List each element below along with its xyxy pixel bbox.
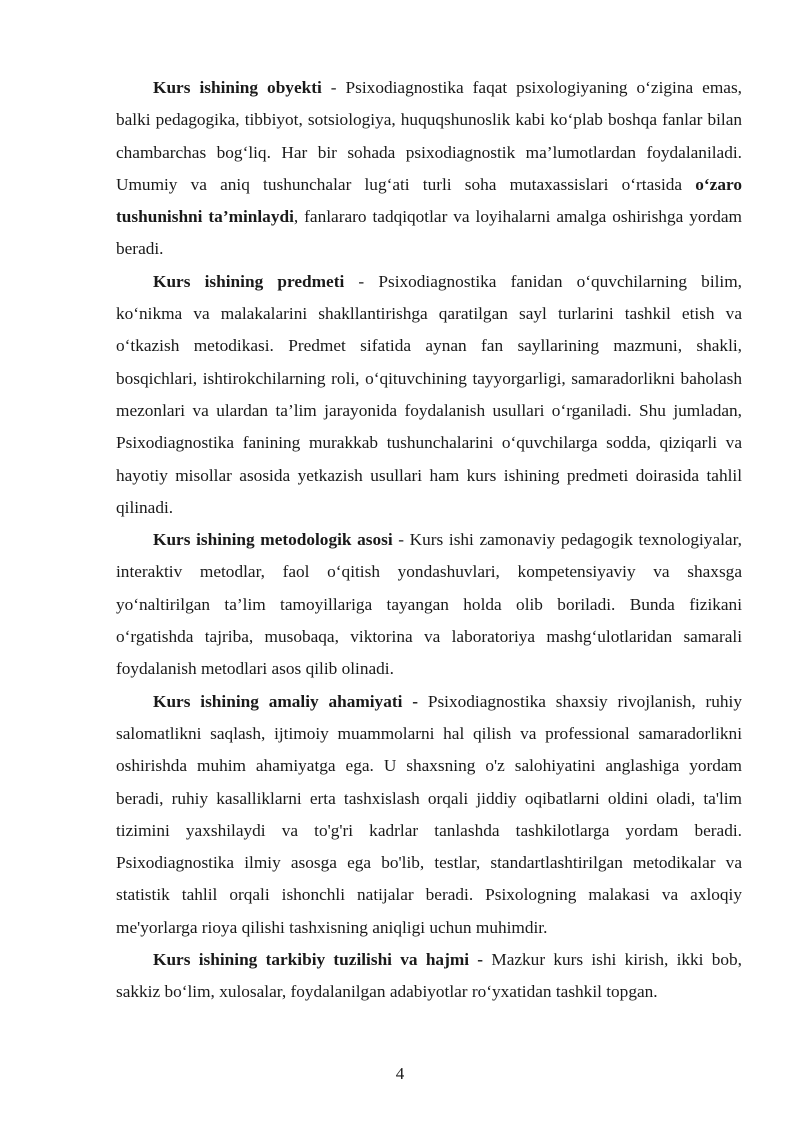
heading-separator — [418, 692, 428, 711]
paragraph-course-object — [116, 72, 742, 266]
heading-separator: - — [321, 78, 346, 97]
paragraph-text: Psixodiagnostika fanidan o‘quvchilarning bilim, ko‘nikma va malakalarini shakllantirishga qaratilgan sayl turlarini tashkil etish va o‘tkazish metodikasi. Predmet sifatida aynan fan sayllarining mazmuni, shakli, bosqichlari, ishtirokchilarning roli, o‘qituvchining tayyorgarligi, samaradorlikni baholash mezonlari va ulardan ta’lim jarayonida foydalanish usullari o‘rganiladi. Shu jumladan, Psixodiagnostika fanining murakkab tushunchalarini o‘quvchilarga sodda, qiziqarli va hayotiy misollar asosida yetkazish usullari ham kurs ishining predmeti doirasida tahlil qilinadi. — [116, 271, 742, 517]
heading-separator: - — [344, 271, 379, 291]
paragraph-text: Mazkur kurs ishi kirish, ikki bob, sakkiz bo‘lim, xulosalar, foydalanilgan adabiyotlar ro‘yxatidan tashkil topgan. — [116, 950, 742, 1002]
paragraph-text: Psixodiagnostika faqat psixologiyaning o‘zigina emas, balki pedagogika, tibbiyot, sotsiologiya, huquqshunoslik kabi ko‘plab boshqa fanlar bilan chambarchas bog‘liq. Har bir sohada psixodiagnostik ma’lumotlardan foydalaniladi. Umumiy va aniq tushunchalar lug‘ati turli soha mutaxassislari o‘rtasida — [116, 78, 742, 194]
heading-separator: - — [392, 530, 410, 550]
paragraph-course-subject — [116, 266, 742, 524]
paragraph-heading: Kurs ishining metodologik asosi — [153, 530, 393, 550]
paragraph-heading: Kurs ishining predmeti — [153, 271, 345, 291]
paragraph-text: Psixodiagnostika shaxsiy rivojlanish, ruhiy salomatlikni saqlash, ijtimoiy muammolarni hal qilish va professional samaradorlikni oshirishda muhim ahamiyatga ega. U shaxsning o'z salohiyatini anglashiga yordam beradi, ruhiy kasalliklarni erta tashxislash orqali jiddiy oqibatlarni oldini oladi, ta'lim tizimini yaxshilaydi va to'g'ri kadrlar tanlashda tashkilotlarga yordam beradi. Psixodiagnostika ilmiy asosga ega bo'lib, testlar, standartlashtirilgan metodikalar va statistik tahlil orqali ishonchli natijalar beradi. Psixologning malakasi va axloqiy me'yorlarga rioya qilishi tashxisning aniqligi uchun muhimdir. — [116, 691, 742, 937]
paragraph-practical-significance — [116, 686, 742, 944]
paragraph-structure-volume — [116, 944, 742, 1009]
paragraph-heading: Kurs ishining amaliy ahamiyati - — [153, 691, 418, 711]
page-number: 4 — [395, 1064, 405, 1083]
paragraph-heading: Kurs ishining obyekti — [153, 78, 322, 97]
document-page — [116, 72, 742, 1009]
paragraph-text: Kurs ishi zamonaviy pedagogik texnologiyalar, interaktiv metodlar, faol o‘qitish yondashuvlari, kompetensiyaviy va shaxsga yo‘naltirilgan ta’lim tamoyillariga tayangan holda olib boriladi. Bunda fizikani o‘rgatishda tajriba, musobaqa, viktorina va laboratoriya mashg‘ulotlaridan samarali foydalanish metodlari asos qilib olinadi. — [116, 530, 742, 679]
paragraph-text: , fanlararo tadqiqotlar va loyihalarni amalga oshirishga yordam beradi. — [116, 207, 743, 259]
paragraph-methodological-basis — [116, 524, 742, 685]
paragraph-heading: Kurs ishining tarkibiy tuzilishi va hajmi - — [153, 950, 484, 970]
emphasized-text: o‘zaro tushunishni ta’minlaydi — [116, 174, 742, 227]
